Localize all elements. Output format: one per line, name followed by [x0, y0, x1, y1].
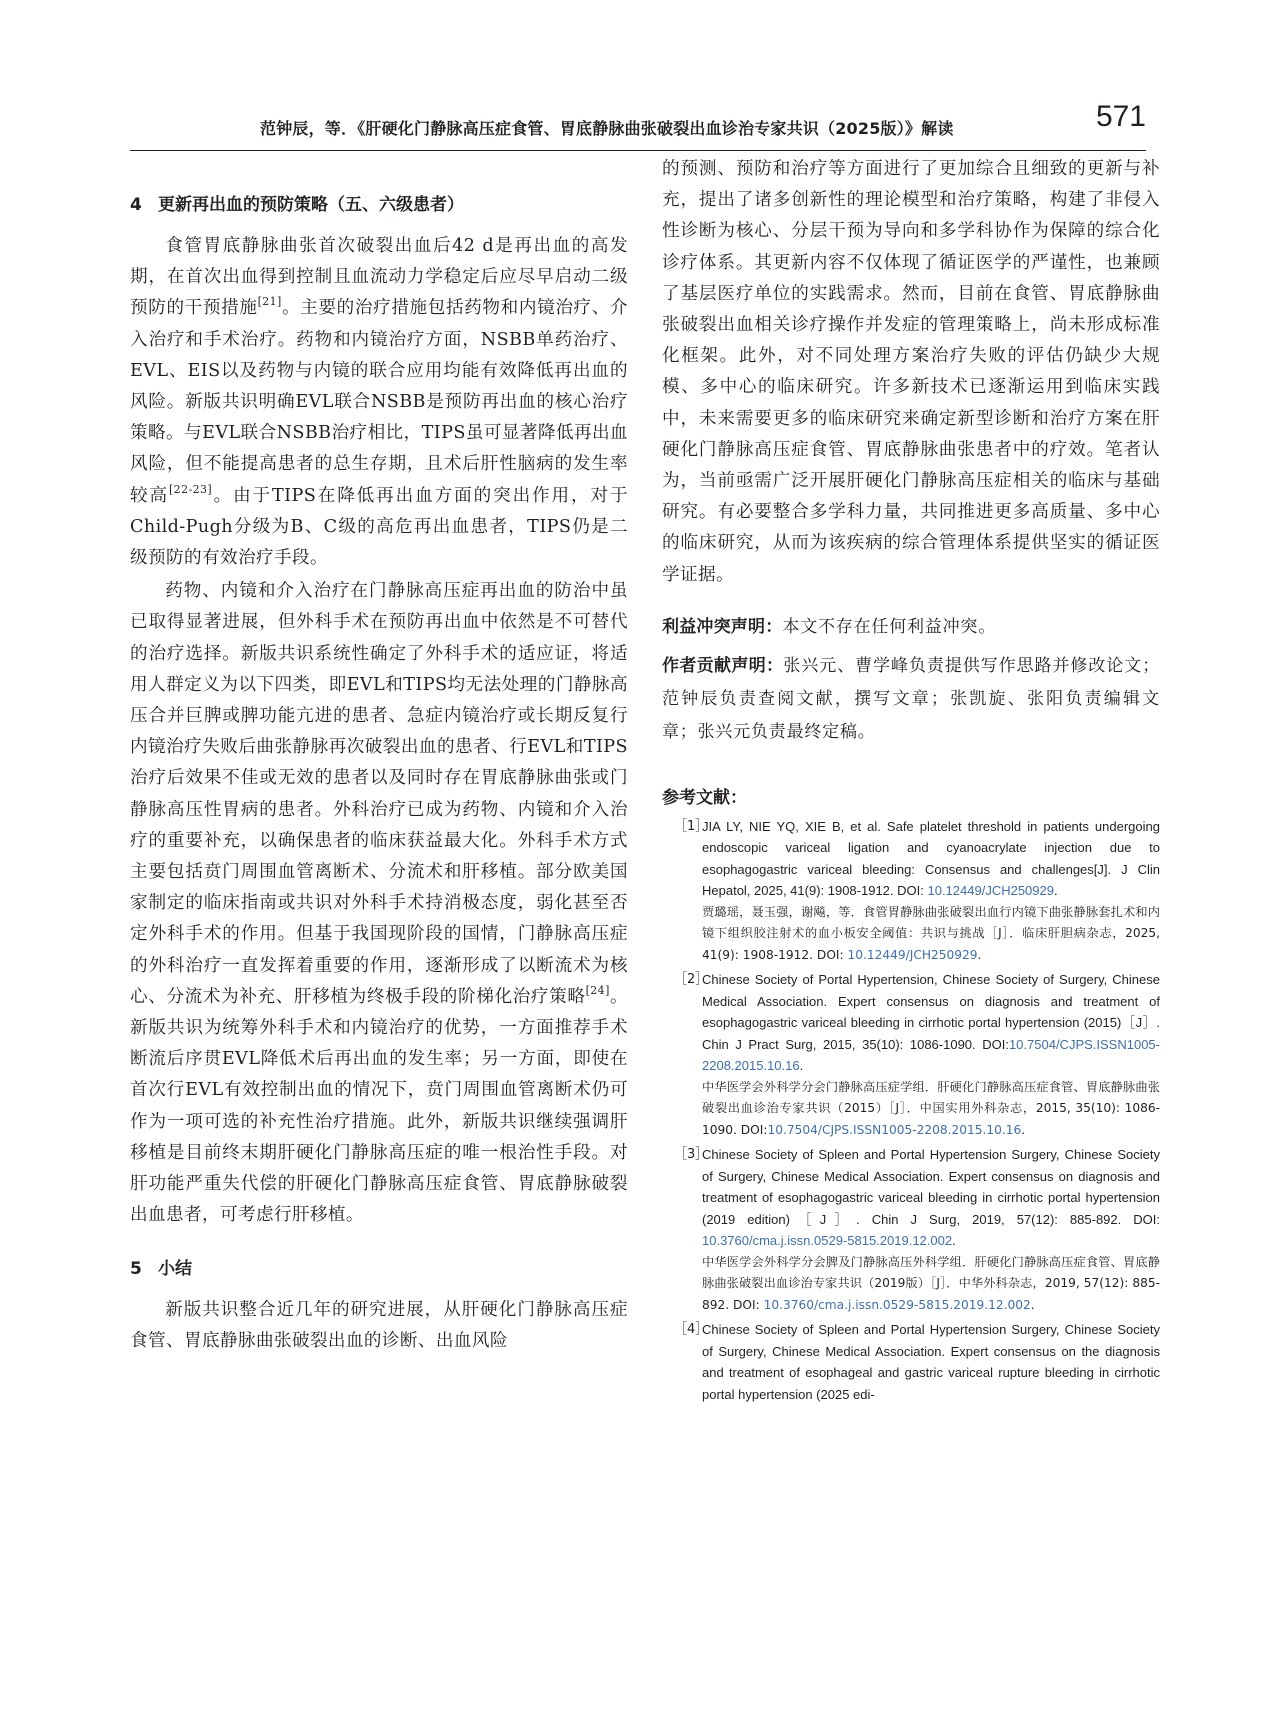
reference-end: .: [952, 1233, 956, 1249]
reference-english-text: Chinese Society of Portal Hypertension, Chinese Society of Surgery, Chinese Medical Association. Expert consensus on diagnosis and treatment of esophagogastric variceal bleeding in cirrhotic portal hypertension (2015)［J］. Chin J Pract Surg, 2015, 35(10): 1086-1090. DOI:: [702, 972, 1160, 1052]
section-4-heading: [130, 190, 628, 215]
reference-end: .: [1021, 1122, 1026, 1137]
section-5-title: 小结: [158, 1258, 192, 1279]
reference-chinese-text: 中华医学会外科学分会门静脉高压症学组．肝硬化门静脉高压症食管、胃底静脉曲张破裂出血诊治专家共识（2015）［J］．中国实用外科杂志，2015, 35(10): 1086-1090. DOI:: [702, 1079, 1160, 1137]
page-number: 571: [1095, 100, 1146, 133]
text-run: 药物、内镜和介入治疗在门静脉高压症再出血的防治中虽已取得显著进展，但外科手术在预防再出血中依然是不可替代的治疗选择。新版共识系统性确定了外科手术的适应证，将适用人群定义为以下四类，即EVL和TIPS均无法处理的门静脉高压合并巨脾或脾功能亢进的患者、急症内镜治疗或长期反复行内镜治疗失败后曲张静脉再次破裂出血的患者、行EVL和TIPS治疗后效果不佳或无效的患者以及同时存在胃底静脉曲张或门静脉高压性胃病的患者。外科治疗已成为药物、内镜和介入治疗的重要补充，以确保患者的临床获益最大化。外科手术方式主要包括贲门周围血管离断术、分流术和肝移植。部分欧美国家制定的临床指南或共识对外科手术持消极态度，弱化甚至否定外科手术的作用。但基于我国现阶段的国情，门静脉高压症的外科治疗一直发挥着重要的作用，逐渐形成了以断流术为核心、分流术为补充、肝移植为终极手段的阶梯化治疗策略: [130, 581, 628, 1007]
text-run: 。由于TIPS在降低再出血方面的突出作用，对于Child-Pugh分级为B、C级的高危再出血患者，TIPS仍是二级预防的有效治疗手段。: [130, 485, 628, 569]
citation-21[interactable]: [21]: [257, 295, 282, 309]
reference-chinese-text: 中华医学会外科学分会脾及门静脉高压外科学组．肝硬化门静脉高压症食管、胃底静脉曲张破裂出血诊治专家共识（2019版）［J］．中华外科杂志，2019, 57(12): 885-892. DOI:: [702, 1254, 1160, 1312]
reference-item: [662, 969, 1160, 1141]
contribution-label: 作者贡献声明：: [662, 655, 784, 676]
section-5-paragraph-continued: 的预测、预防和治疗等方面进行了更加综合且细致的更新与补充，提出了诸多创新性的理论模型和治疗策略，构建了非侵入性诊断为核心、分层干预为导向和多学科协作为保障的综合化诊疗体系。其更新内容不仅体现了循证医学的严谨性，也兼顾了基层医疗单位的实践需求。然而，目前在食管、胃底静脉曲张破裂出血相关诊疗操作并发症的管理策略上，尚未形成标准化框架。此外，对不同处理方案治疗失败的评估仍缺少大规模、多中心的临床研究。许多新技术已逐渐运用到临床实践中，未来需要更多的临床研究来确定新型诊断和治疗方案在肝硬化门静脉高压症食管、胃底静脉曲张患者中的疗效。笔者认为，当前亟需广泛开展肝硬化门静脉高压症相关的临床与基础研究。有必要整合多学科力量，共同推进更多高质量、多中心的临床研究，从而为该疾病的综合管理体系提供坚实的循证医学证据。: [662, 159, 1160, 585]
citation-24[interactable]: [24]: [585, 983, 610, 997]
contribution-text: 张兴元、曹学峰负责提供写作思路并修改论文；范钟辰负责查阅文献，撰写文章；张凯旋、张阳负责编辑文章；张兴元负责最终定稿。: [662, 655, 1160, 742]
doi-link[interactable]: 10.3760/cma.j.issn.0529-5815.2019.12.002: [763, 1297, 1031, 1312]
reference-end: .: [1030, 1297, 1035, 1312]
reference-end: .: [799, 1058, 804, 1074]
reference-number: ［1］: [674, 818, 709, 834]
reference-end: .: [1053, 883, 1058, 899]
reference-item: [662, 1144, 1160, 1316]
reference-end: .: [977, 947, 982, 962]
text-run: 。新版共识为统筹外科手术和内镜治疗的优势，一方面推荐手术断流后序贯EVL降低术后再出血的发生率；另一方面，即使在首次行EVL有效控制出血的情况下，贲门周围血管离断术仍可作为一项可选的补充性治疗措施。此外，新版共识继续强调肝移植是目前终末期肝硬化门静脉高压症的唯一根治性手段。对肝功能严重失代偿的肝硬化门静脉高压症食管、胃底静脉破裂出血患者，可考虑行肝移植。: [130, 986, 628, 1226]
doi-link[interactable]: 10.12449/JCH250929: [847, 947, 978, 962]
doi-link[interactable]: 10.12449/JCH250929: [927, 883, 1054, 899]
section-4-paragraph-1: [130, 231, 628, 574]
doi-link[interactable]: 10.7504/CJPS.ISSN1005-2208.2015.10.16: [767, 1122, 1022, 1137]
reference-english-text: Chinese Society of Spleen and Portal Hypertension Surgery, Chinese Society of Surgery, Chinese Medical Association. Expert consensus on diagnosis and treatment of esophagogastric variceal bleeding in cirrhotic portal hypertension (2019 edition)［J］. Chin J Surg, 2019, 57(12): 885-892. DOI:: [702, 1147, 1160, 1227]
reference-english-text: Chinese Society of Spleen and Portal Hypertension Surgery, Chinese Society of Surgery, Chinese Medical Association. Expert consensus on the diagnosis and treatment of esophageal and gastric variceal rupture bleeding in cirrhotic portal hypertension (2025 edi-: [702, 1322, 1160, 1402]
reference-english: [702, 1144, 1160, 1252]
reference-english: [702, 1319, 1160, 1405]
reference-item: [662, 816, 1160, 967]
citation-22-23[interactable]: [22-23]: [168, 482, 213, 496]
reference-english: [702, 969, 1160, 1077]
text-run: 。主要的治疗措施包括药物和内镜治疗、介入治疗和手术治疗。药物和内镜治疗方面，NSBB单药治疗、EVL、EIS以及药物与内镜的联合应用均能有效降低再出血的风险。新版共识明确EVL联合NSBB是预防再出血的核心治疗策略。与EVL联合NSBB治疗相比，TIPS虽可显著降低再出血风险，但不能提高患者的总生存期，且术后肝性脑病的发生率较高: [130, 298, 628, 506]
doi-link[interactable]: 10.3760/cma.j.issn.0529-5815.2019.12.002: [702, 1233, 953, 1249]
reference-english: [702, 816, 1160, 902]
doi-link[interactable]: 10.7504/CJPS.ISSN1005-2208.2015.10.16: [702, 1036, 1160, 1074]
reference-item: [662, 1319, 1160, 1405]
reference-chinese: [702, 902, 1160, 967]
reference-list: [662, 816, 1160, 1406]
section-5-heading: [130, 1254, 628, 1279]
section-4-paragraph-2: [130, 576, 628, 1231]
conflict-label: 利益冲突声明：: [662, 616, 783, 637]
reference-number: ［3］: [674, 1147, 709, 1163]
right-column: [662, 154, 1160, 1408]
contribution-statement: [662, 650, 1160, 749]
section-5-number: 5: [130, 1258, 142, 1279]
references-heading: 参考文献：: [662, 787, 747, 808]
reference-chinese: [702, 1252, 1160, 1317]
section-4-number: 4: [130, 195, 142, 215]
reference-english-text: JIA LY, NIE YQ, XIE B, et al. Safe platelet threshold in patients undergoing endoscopic variceal ligation and cyanoacrylate injection due to esophagogastric variceal bleeding: Consensus and challenges[J]. J Clin Hepatol, 2025, 41(9): 1908-1912. DOI:: [702, 818, 1160, 899]
conflict-text: 本文不存在任何利益冲突。: [782, 616, 997, 637]
text-run: 食管胃底静脉曲张首次破裂出血后42 d是再出血的高发期，在首次出血得到控制且血流动力学稳定后应尽早启动二级预防的干预措施: [130, 236, 628, 319]
reference-number: ［4］: [674, 1322, 709, 1338]
running-title: 范钟辰，等．《肝硬化门静脉高压症食管、胃底静脉曲张破裂出血诊治专家共识（2025版）》解读: [260, 119, 954, 138]
conflict-statement: [662, 611, 1160, 644]
left-column: [130, 166, 628, 1357]
reference-chinese: [702, 1077, 1160, 1142]
section-5-paragraph-start: 新版共识整合近几年的研究进展，从肝硬化门静脉高压症食管、胃底静脉曲张破裂出血的诊断、出血风险: [130, 1299, 628, 1351]
reference-chinese-text: 贾璐瑶，聂玉强，谢飚，等．食管胃静脉曲张破裂出血行内镜下曲张静脉套扎术和内镜下组织胶注射术的血小板安全阈值：共识与挑战［J］．临床肝胆病杂志，2025, 41(9): 1908-1912. DOI:: [702, 904, 1160, 962]
reference-number: ［2］: [674, 972, 709, 988]
running-header: [130, 98, 1146, 151]
section-4-title: 更新再出血的预防策略（五、六级患者）: [158, 195, 464, 215]
